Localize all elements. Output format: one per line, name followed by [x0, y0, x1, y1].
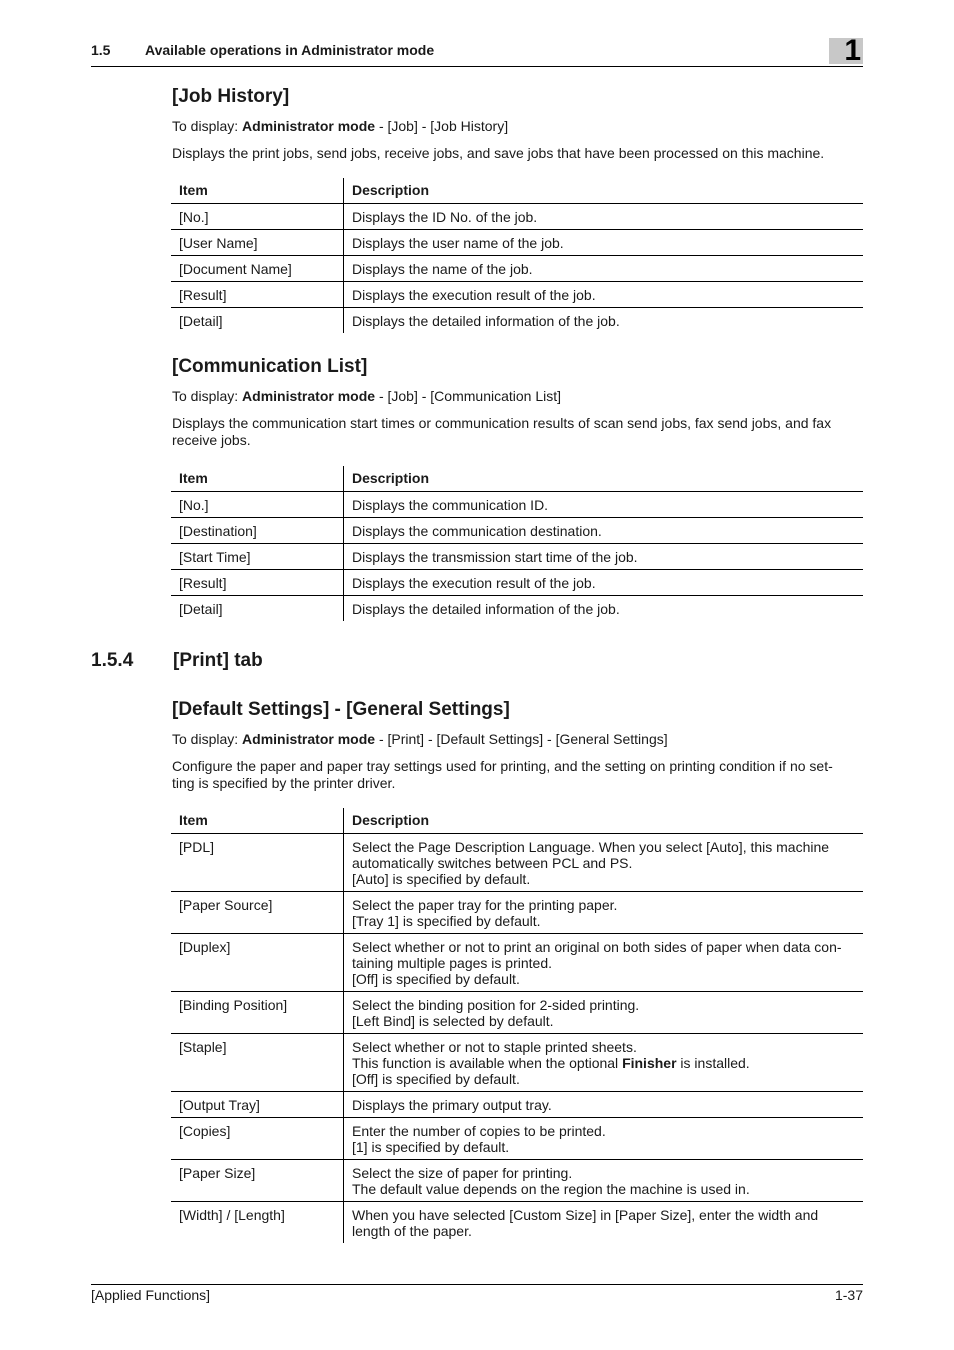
header-section-title: Available operations in Administrator mode [145, 42, 435, 58]
description-cell: Displays the primary output tray. [344, 1092, 864, 1118]
table-row [171, 1160, 863, 1202]
item-cell: [Destination] [171, 518, 344, 544]
communication-list-heading: [Communication List] [172, 356, 368, 377]
column-header-description: Description [344, 466, 864, 492]
column-header-item: Item [171, 808, 344, 834]
general-settings-description: Configure the paper and paper tray settings used for printing, and the setting on printing condition if no set- ting is specified by the printer driver. [172, 758, 833, 791]
description-cell: Displays the detailed information of the job. [352, 313, 620, 329]
item-cell: [Detail] [171, 308, 344, 334]
description-cell: Select the size of paper for printing. The default value depends on the region the machine is used in. [344, 1160, 864, 1202]
chapter-tab [829, 34, 863, 67]
table-header-row [171, 808, 863, 834]
description-cell: Select the paper tray for the printing paper. [Tray 1] is specified by default. [344, 892, 864, 934]
description-cell: Select the Page Description Language. When you select [Auto], this machine automatically switches between PCL and PS. [Auto] is specified by default. [344, 834, 864, 892]
job-history-description: Displays the print jobs, send jobs, receive jobs, and save jobs that have been processed on this machine. [172, 145, 825, 161]
item-cell: [PDL] [171, 834, 344, 892]
item-cell: [No.] [171, 204, 344, 230]
description-cell: Displays the execution result of the job. [344, 570, 864, 596]
item-cell: [Output Tray] [171, 1092, 344, 1118]
table-row [171, 834, 863, 892]
page-footer [91, 1284, 863, 1309]
page-number: 1-37 [834, 1287, 863, 1303]
table-row [171, 1034, 863, 1092]
table-row [171, 308, 863, 334]
table-row [171, 492, 863, 518]
description-cell: Displays the ID No. of the job. [344, 204, 864, 230]
table-row [171, 230, 863, 256]
table-row [171, 544, 863, 570]
description-cell: Enter the number of copies to be printed. [1] is specified by default. [344, 1118, 864, 1160]
table-row [171, 1202, 863, 1244]
job-history-heading: [Job History] [172, 86, 290, 107]
table-row [171, 204, 863, 230]
item-cell: [Staple] [171, 1034, 344, 1092]
chapter-number: 1 [844, 34, 861, 67]
item-cell: [Result] [171, 570, 344, 596]
description-cell: Select whether or not to staple printed sheets. This function is available when the optional Finisher is installed. [Off] is specified by default. [344, 1034, 864, 1092]
description-cell: Displays the execution result of the job. [344, 282, 864, 308]
print-tab-title: [Print] tab [173, 650, 263, 671]
general-settings-heading: [Default Settings] - [General Settings] [172, 699, 510, 720]
table-row [171, 892, 863, 934]
description-cell: Displays the communication destination. [344, 518, 864, 544]
table-header-row [171, 466, 863, 492]
item-cell: [Width] / [Length] [171, 1202, 344, 1244]
table-row [171, 992, 863, 1034]
description-cell: Displays the detailed information of the job. [352, 601, 620, 617]
table-header-row [171, 178, 863, 204]
item-cell: [Detail] [171, 596, 344, 622]
print-tab-heading [91, 650, 263, 672]
column-header-description: Description [344, 808, 864, 834]
description-cell: Select whether or not to print an original on both sides of paper when data con- taining multiple pages is printed. [Off] is specified by default. [344, 934, 864, 992]
description-cell: Displays the transmission start time of the job. [344, 544, 864, 570]
footer-manual-title: [Applied Functions] [91, 1287, 211, 1303]
table-row [171, 570, 863, 596]
item-cell: [No.] [171, 492, 344, 518]
job-history-table [171, 178, 863, 333]
table-row [171, 596, 863, 622]
table-row [171, 256, 863, 282]
item-cell: [Paper Source] [171, 892, 344, 934]
item-cell: [Copies] [171, 1118, 344, 1160]
description-cell: Displays the name of the job. [344, 256, 864, 282]
general-settings-table [171, 808, 863, 1243]
print-tab-number: 1.5.4 [91, 650, 134, 671]
communication-list-table [171, 466, 863, 621]
column-header-item: Item [171, 178, 344, 204]
general-settings-display-path: To display: Administrator mode - [Print] - [Default Settings] - [General Settings] [172, 731, 668, 747]
description-cell: Select the binding position for 2-sided printing. [Left Bind] is selected by default. [344, 992, 864, 1034]
item-cell: [User Name] [171, 230, 344, 256]
column-header-description: Description [344, 178, 864, 204]
item-cell: [Duplex] [171, 934, 344, 992]
item-cell: [Document Name] [171, 256, 344, 282]
column-header-item: Item [171, 466, 344, 492]
communication-list-description: Displays the communication start times or communication results of scan send jobs, fax send jobs, and fax receive jobs. [172, 415, 832, 448]
table-row [171, 1092, 863, 1118]
communication-list-display-path: To display: Administrator mode - [Job] - [Communication List] [172, 388, 562, 404]
table-row [171, 934, 863, 992]
table-row [171, 1118, 863, 1160]
job-history-display-path: To display: Administrator mode - [Job] - [Job History] [172, 118, 509, 134]
description-cell: Displays the user name of the job. [344, 230, 864, 256]
description-cell: Displays the communication ID. [344, 492, 864, 518]
item-cell: [Binding Position] [171, 992, 344, 1034]
page-header [91, 34, 863, 67]
item-cell: [Start Time] [171, 544, 344, 570]
table-row [171, 518, 863, 544]
description-cell: When you have selected [Custom Size] in [Paper Size], enter the width and length of the paper. [352, 1207, 819, 1239]
table-row [171, 282, 863, 308]
header-section-number: 1.5 [91, 42, 111, 58]
item-cell: [Result] [171, 282, 344, 308]
item-cell: [Paper Size] [171, 1160, 344, 1202]
